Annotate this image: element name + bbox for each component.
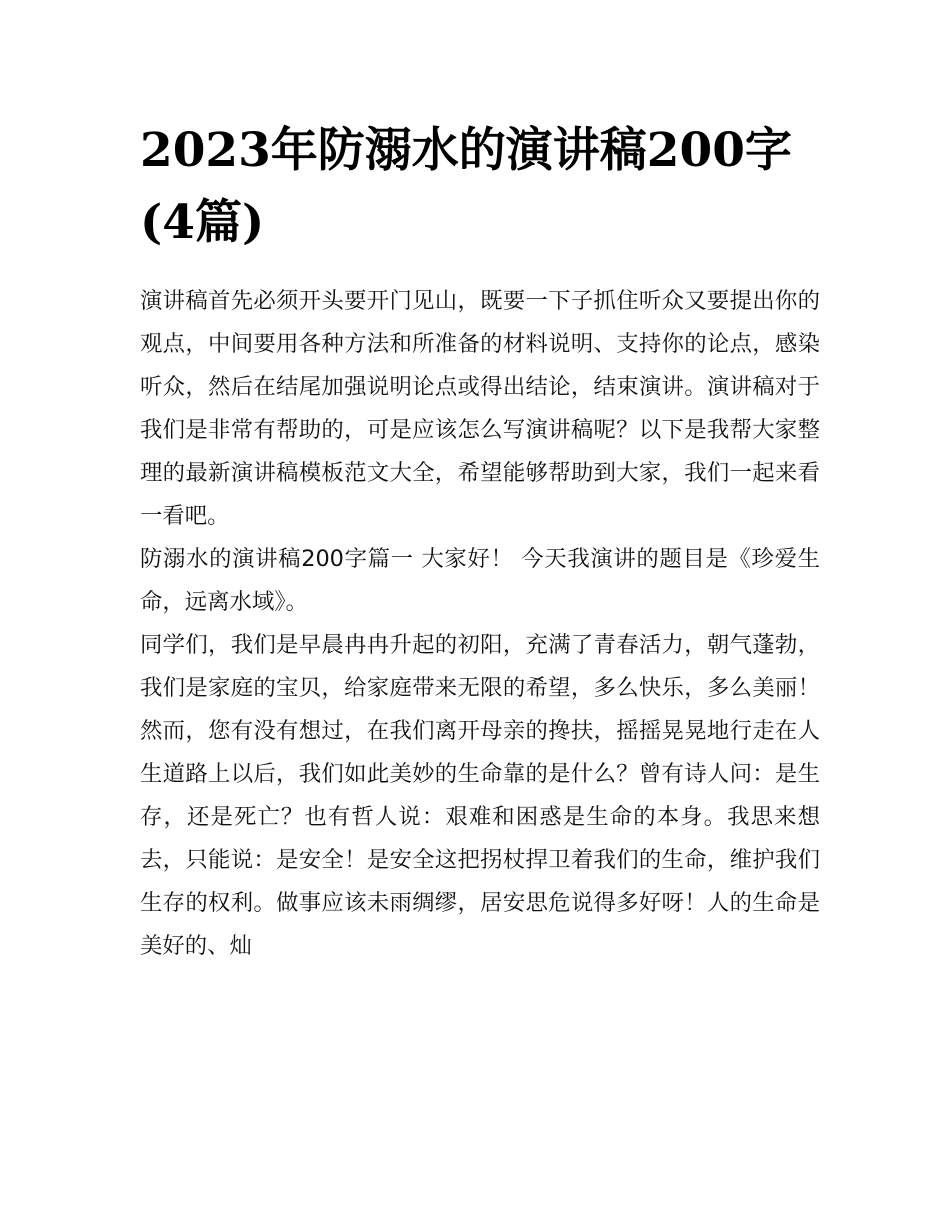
paragraph-speech-opening: 防溺水的演讲稿200字篇一 大家好！ 今天我演讲的题目是《珍爱生命，远离水域》。 xyxy=(140,546,820,615)
document-title: 2023年防溺水的演讲稿200字(4篇) xyxy=(140,123,792,250)
document-body xyxy=(140,280,820,968)
paragraph-speech-body: 同学们，我们是早晨冉冉升起的初阳，充满了青春活力，朝气蓬勃，我们是家庭的宝贝，给家庭带来无限的希望，多么快乐，多么美丽！然而，您有没有想过，在我们离开母亲的搀扶，摇摇晃晃地行走在人生道路上以后，我们如此美妙的生命靠的是什么？曾有诗人问：是生存，还是死亡？也有哲人说：艰难和困惑是生命的本身。我思来想去，只能说：是安全！是安全这把拐杖捍卫着我们的生命，维护我们生存的权利。做事应该未雨绸缪，居安思危说得多好呀！人的生命是美好的、灿 xyxy=(140,632,820,959)
paragraph-intro: 演讲稿首先必须开头要开门见山，既要一下子抓住听众又要提出你的观点，中间要用各种方法和所准备的材料说明、支持你的论点，感染听众，然后在结尾加强说明论点或得出结论，结束演讲。演讲稿对于我们是非常有帮助的，可是应该怎么写演讲稿呢？以下是我帮大家整理的最新演讲稿模板范文大全，希望能够帮助到大家，我们一起来看一看吧。 xyxy=(140,288,820,529)
